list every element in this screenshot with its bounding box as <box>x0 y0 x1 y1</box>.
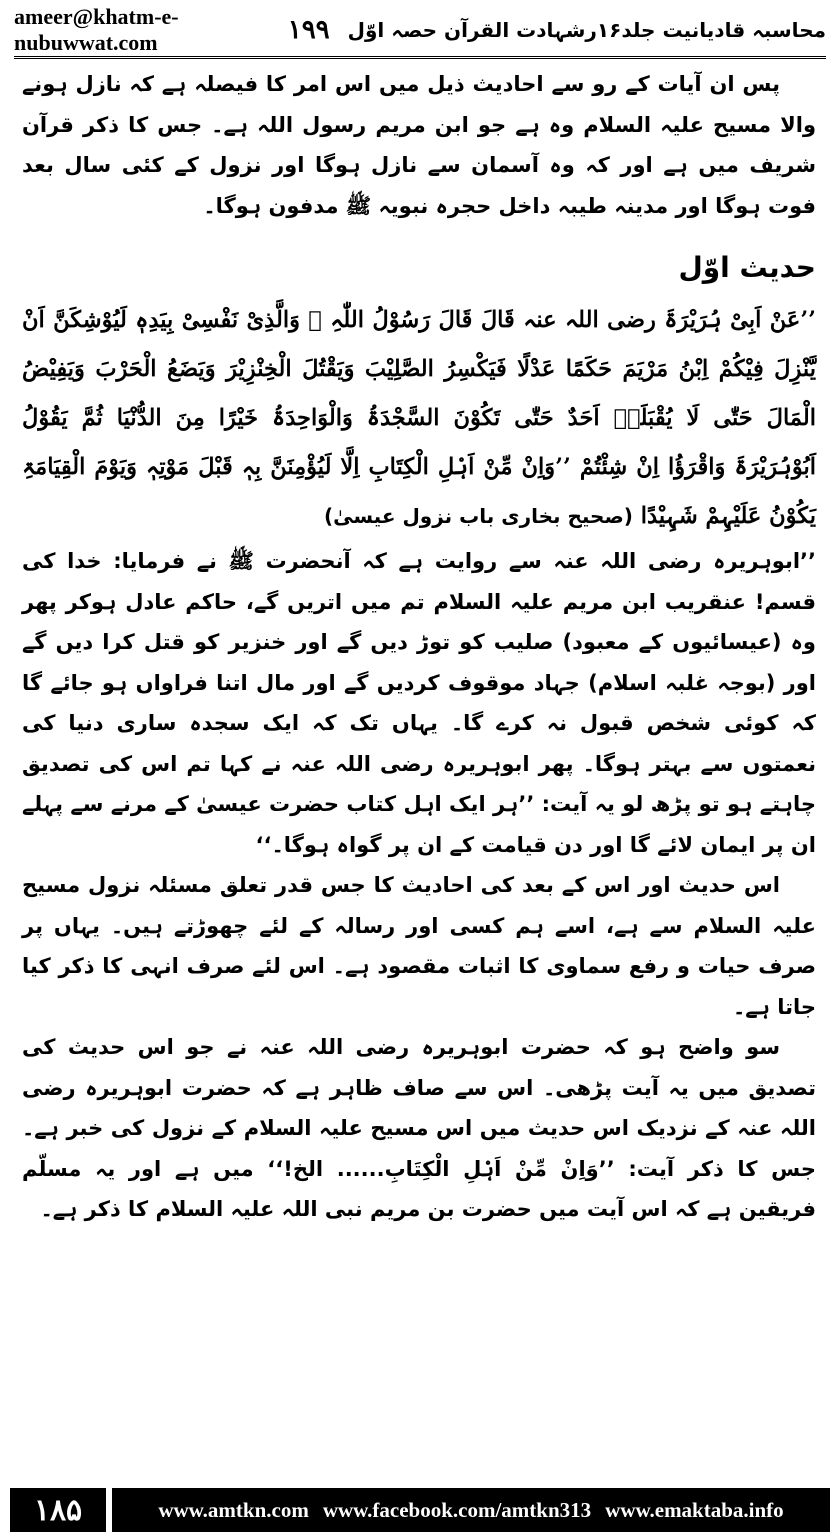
section-heading: حدیث اوّل <box>678 251 816 284</box>
header-divider <box>14 56 826 59</box>
paragraph-3: سو واضح ہو کہ حضرت ابوہریرہ رضی اللہ عنہ نے جو اس حدیث کی تصدیق میں یہ آیت پڑھی۔ اس سے صاف ظاہر ہے کہ حضرت ابوہریرہ رضی اللہ عنہ کے نزدیک اس حدیث میں اس مسیح علیہ السلام کے نزول کی خبر ہے۔ جس کا ذکر آیت: ’’وَاِنْ مِّنْ اَہْلِ الْکِتَابِ...... الخ!‘‘ میں ہے اور یہ مسلّم فریقین ہے کہ اس آیت میں حضرت بن مریم نبی اللہ علیہ السلام کا ذکر ہے۔ <box>22 1035 816 1221</box>
page-header <box>14 4 826 55</box>
page-footer <box>10 1488 830 1532</box>
footer-link-emaktaba[interactable]: www.emaktaba.info <box>605 1497 784 1522</box>
paragraph-2: اس حدیث اور اس کے بعد کی احادیث کا جس قدر تعلق مسئلہ نزول مسیح علیہ السلام سے ہے، اسے ہم کسی اور رسالہ کے لئے چھوڑتے ہیں۔ یہاں پر صرف حیات و رفع سماوی کا اثبات مقصود ہے۔ اس لئے صرف انہی کا ذکر کیا جاتا ہے۔ <box>22 873 816 1019</box>
page-body <box>22 64 816 1476</box>
header-email[interactable]: ameer@khatm-e-nubuwwat.com <box>14 4 179 55</box>
hadith-citation: (صحیح بخاری باب نزول عیسیٰ) <box>323 504 633 528</box>
intro-paragraph: پس ان آیات کے رو سے احادیث ذیل میں اس امر کا فیصلہ ہے کہ نازل ہونے والا مسیح علیہ السلام وہ ہے جو ابن مریم رسول اللہ ہے۔ جس کا ذکر قرآن شریف میں ہے اور کہ وہ آسمان سے نازل ہوگا اور نزول کے کئی سال بعد فوت ہوگا اور مدینہ طیبہ داخل حجرہ نبویہ ﷺ مدفون ہوگا۔ <box>22 72 816 218</box>
header-page-number: ۱۹۹ <box>287 15 330 45</box>
hadith-translation: ’’ابوہریرہ رضی اللہ عنہ سے روایت ہے کہ آنحضرت ﷺ نے فرمایا: خدا کی قسم! عنقریب ابن مریم علیہ السلام تم میں اتریں گے، حاکم عادل ہوکر پھر وہ (عیسائیوں کے معبود) صلیب کو توڑ دیں گے اور خنزیر کو قتل کرا دیں گے اور (بوجہ غلبہ اسلام) جہاد موقوف کردیں گے اور مال اتنا فراواں ہو جائے گا کہ کوئی شخص قبول نہ کرے گا۔ یہاں تک کہ ایک سجدہ ساری دنیا کی نعمتوں سے بہتر ہوگا۔ پھر ابوہریرہ رضی اللہ عنہ نے کہا تم اس کی تصدیق چاہتے ہو تو پڑھ لو یہ آیت: ’’ہر ایک اہل کتاب حضرت عیسیٰ کے مرنے سے پہلے ان پر ایمان لائے گا اور دن قیامت کے ان پر گواہ ہوگا۔‘‘ <box>22 549 816 857</box>
footer-link-amtkn[interactable]: www.amtkn.com <box>158 1497 309 1522</box>
footer-page-number: ۱۸۵ <box>10 1488 106 1532</box>
hadith-text: ’’عَنْ اَبِیْ ہُرَیْرَۃَ رضی اللہ عنہ قَالَ قَالَ رَسُوْلُ اللّٰہِ ﷺ وَالَّذِیْ نَفْسِیْ بِیَدِہٖ لَیُوْشِکَنَّ اَنْ یَّنْزِلَ فِیْکُمْ اِبْنُ مَرْیَمَ حَکَمًا عَدْلًا فَیَکْسِرُ الصَّلِیْبَ وَیَقْتُلَ الْخِنْزِیْرَ وَیَضَعُ الْحَرْبَ وَیَفِیْضُ الْمَالَ حَتّٰی لَا یُقْبَلَہٗ اَحَدٌ حَتّٰی تَکُوْنَ السَّجْدَۃُ وَالْوَاحِدَۃُ خَیْرًا مِنَ الدُّنْیَا ثُمَّ یَقُوْلُ اَبُوْہُرَیْرَۃَ وَاقْرَؤُا اِنْ شِئْتُمْ ’’وَاِنْ مِّنْ اَہْلِ الْکِتَابِ اِلَّا لَیُؤْمِنَنَّ بِہٖ قَبْلَ مَوْتِہٖ وَیَوْمَ الْقِیَامَۃِ یَکُوْنُ عَلَیْہِمْ شَہِیْدًا <box>22 307 816 529</box>
header-book-title: محاسبہ قادیانیت جلد۱۶رشہادت القرآن حصہ اوّل <box>347 18 826 42</box>
footer-link-facebook[interactable]: www.facebook.com/amtkn313 <box>322 1497 592 1522</box>
hadith-arabic-text <box>22 296 816 541</box>
footer-links <box>112 1488 830 1532</box>
